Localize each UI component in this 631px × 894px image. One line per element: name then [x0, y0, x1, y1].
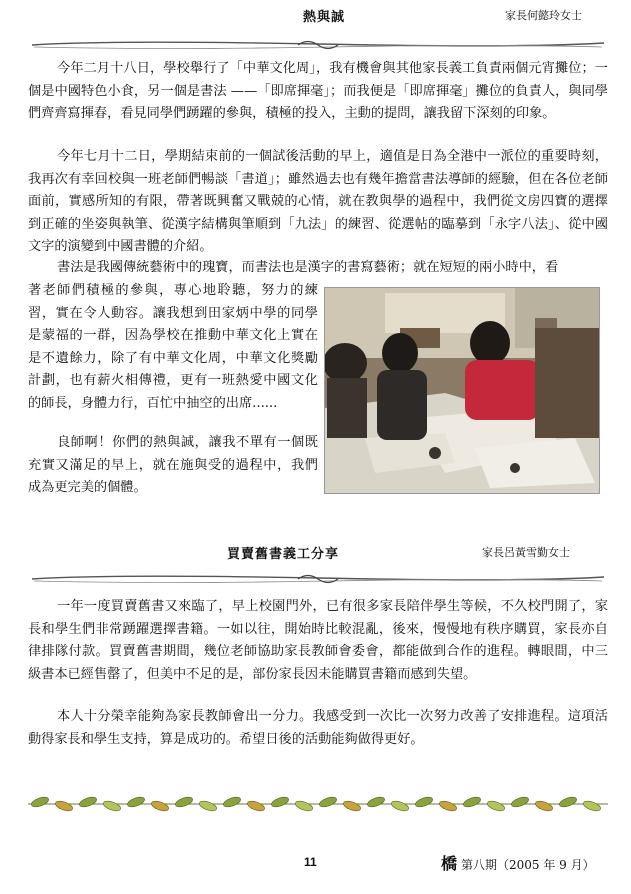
article1-paragraph-1: 今年二月十八日，學校舉行了「中華文化周」，我有機會與其他家長義工負責兩個元宵攤位；一個是中國特色小食，另一個是書法 ——「即席揮毫」；而我便是「即席揮毫」攤位的負責人，與同學們齊齊寫揮春，看見同學們踴躍的參與，積極的投入，主動的提問，讓我留下深刻的印象。 — [28, 61, 608, 121]
article1-author: 家長何懿玲女士 — [505, 9, 582, 22]
newsletter-brand: 橋 — [441, 854, 458, 873]
ornamental-divider-2 — [28, 572, 608, 586]
issue-info — [441, 851, 595, 874]
article2-title: 買賣舊書義工分享 — [227, 547, 340, 562]
calligraphy-class-photo — [324, 287, 600, 494]
article1-paragraph-2: 今年七月十二日，學期結束前的一個試後活動的早上，適值是日為全港中一派位的重要時刻，我再次有幸回校與一班老師們暢談「書道」；雖然過去也有幾年擔當書法導師的經驗，但在各位老師面前，實感所知的有限，帶著既興奮又戰兢的心情，就在教與學的過程中，我們從文房四寶的選擇到正確的坐姿與執筆、從漢字結構與筆順到「九法」的練習、從選帖的臨摹到「永字八法」、從中國文字的演變到中國書體的介紹。 — [28, 149, 608, 254]
article2-paragraph-1: 一年一度買賣舊書又來臨了，早上校園門外，已有很多家長陪伴學生等候，不久校門開了，家長和學生們非常踴躍選擇書籍。一如以往，開始時比較混亂，後來，慢慢地有秩序購買，家長亦自律排隊付款。買賣舊書期間，幾位老師協助家長教師會委會，都能做到合作的進程。轉眼間，中三級書本已經售罄了，但美中不足的是，部份家長因未能購買書籍而感到失望。 — [28, 599, 608, 682]
page-number: 11 — [304, 855, 317, 869]
issue-label: 第八期（2005 年 9 月） — [461, 858, 595, 872]
article2-paragraph-2: 本人十分榮幸能夠為家長教師會出一分力。我感受到一次比一次努力改善了安排進程。這項活動得家長和學生支持，算是成功的。希望日後的活動能夠做得更好。 — [28, 709, 608, 747]
article2-author: 家長呂黃雪勤女士 — [482, 546, 570, 559]
article1-title: 熱與誠 — [303, 10, 346, 25]
ornamental-divider-1 — [28, 38, 608, 52]
article1-paragraph-3-start: 書法是我國傳統藝術中的瑰寶，而書法也是漢字的書寫藝術；就在短短的兩小時中，看 — [57, 260, 559, 275]
leaf-border-decoration — [28, 793, 608, 815]
article1-paragraph-4: 良師啊！你們的熱與誠，讓我不單有一個既充實又滿足的早上，就在施與受的過程中，我們成為更完美的個體。 — [28, 435, 318, 495]
article1-paragraph-3-cont: 著老師們積極的參與，專心地聆聽，努力的練習，實在令人動容。讓我想到田家炳中學的同學是蒙福的一群，因為學校在推動中華文化上實在是不遺餘力，除了有中華文化周，中華文化獎勵計劃，也有薪火相傳禮，更有一班熱愛中國文化的師長，身體力行，百忙中抽空的出席...... — [28, 283, 318, 411]
